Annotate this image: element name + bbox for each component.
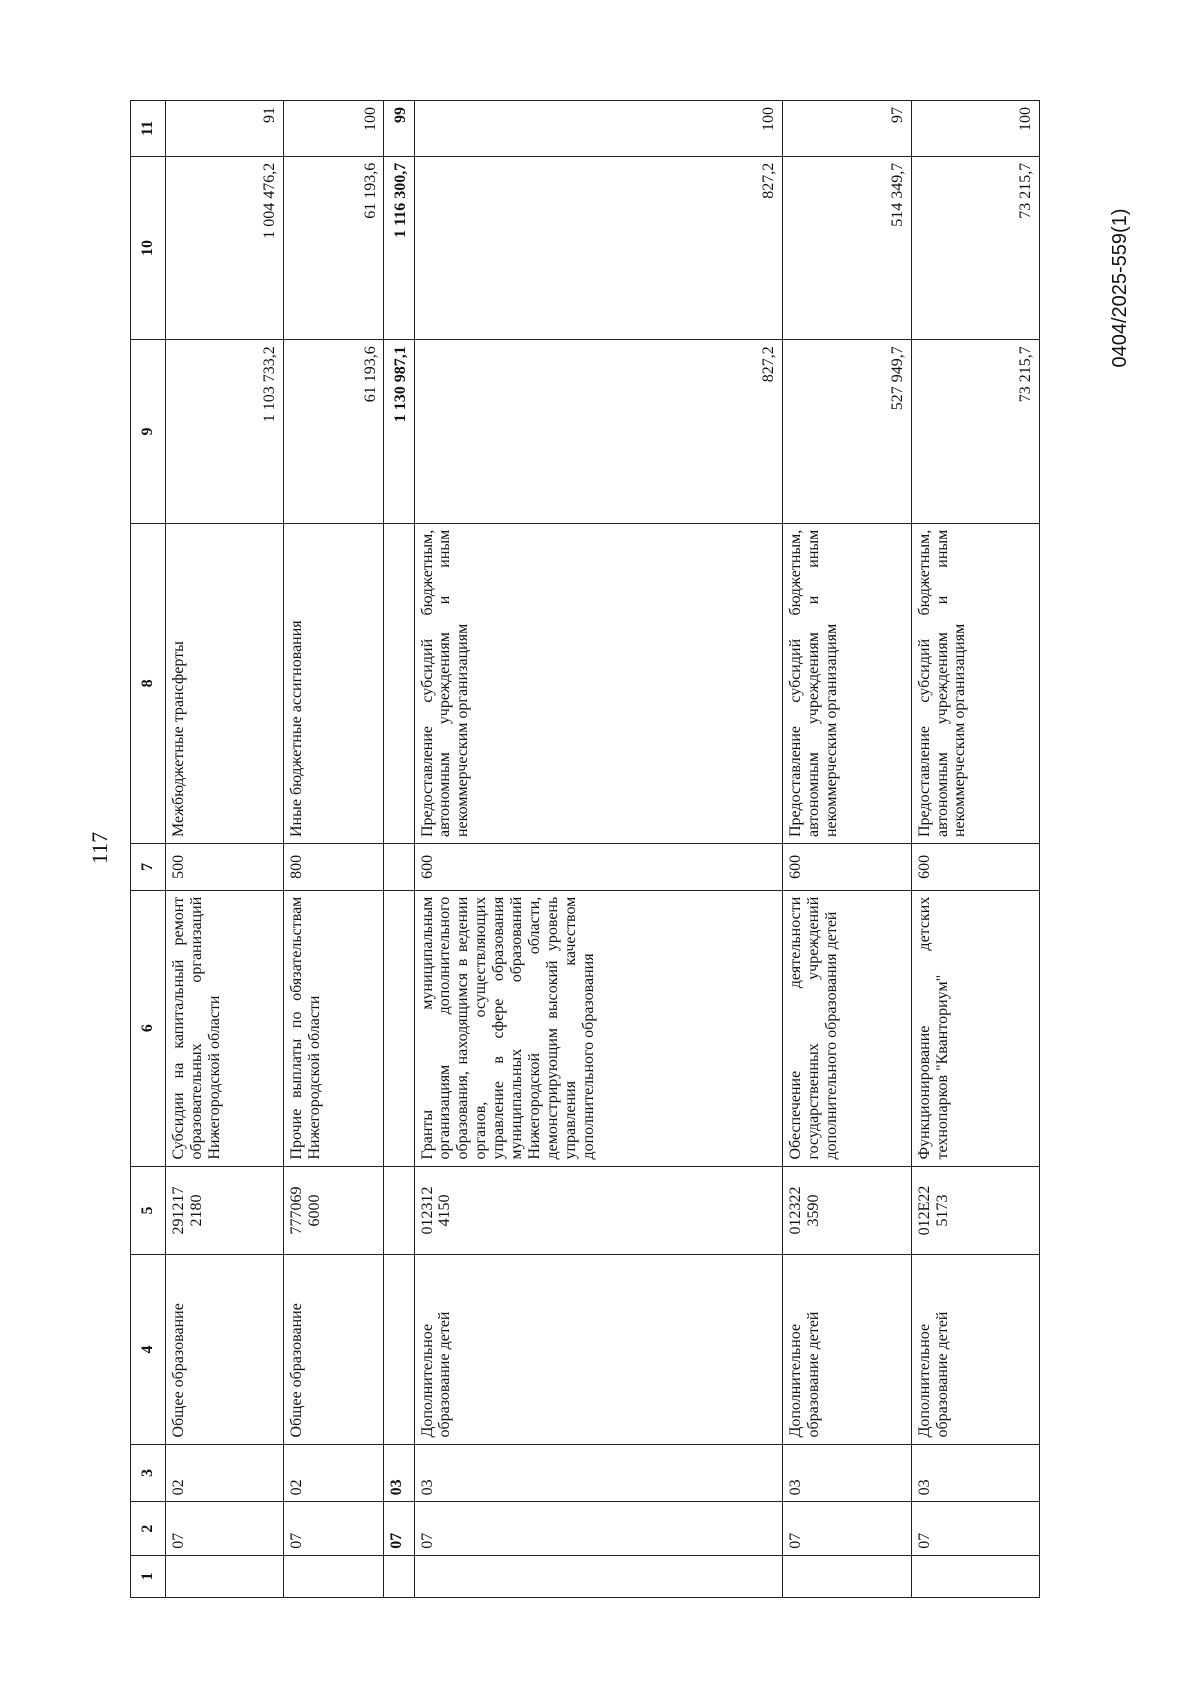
cell-subsection-name: Дополнительное образование детей xyxy=(911,1255,1039,1444)
cell-target-name: Обеспечение деятельности государственных учреждений дополнительного образования детей xyxy=(783,890,911,1166)
cell-planned: 827,2 xyxy=(414,340,783,524)
cell-planned: 1 130 987,1 xyxy=(384,340,414,524)
cell-executed: 1 004 476,2 xyxy=(166,156,284,340)
cell-planned: 61 193,6 xyxy=(284,340,384,524)
cell-executed: 73 215,7 xyxy=(911,156,1039,340)
cell-percent: 100 xyxy=(284,101,384,157)
column-header: 9 xyxy=(131,340,166,524)
cell-expense-type-name: Иные бюджетные ассигнования xyxy=(284,523,384,843)
cell-expense-type: 600 xyxy=(414,844,783,891)
cell-expense-type-name: Предоставление субсидий бюджетным, автономным учреждениям и иным некоммерческим организациям xyxy=(783,523,911,843)
cell-target-name xyxy=(384,890,414,1166)
cell-subsection-name: Дополнительное образование детей xyxy=(783,1255,911,1444)
cell-section: 07 xyxy=(783,1502,911,1555)
cell-subsection: 02 xyxy=(166,1444,284,1502)
table-row xyxy=(166,101,284,1598)
column-header: 10 xyxy=(131,156,166,340)
table-row-subtotal xyxy=(384,101,414,1598)
cell-expense-type-name: Предоставление субсидий бюджетным, автономным учреждениям и иным некоммерческим организациям xyxy=(911,523,1039,843)
cell-target-name: Прочие выплаты по обязательствам Нижегородской области xyxy=(284,890,384,1166)
budget-table xyxy=(130,100,1040,1598)
cell-expense-type: 600 xyxy=(911,844,1039,891)
column-header: 3 xyxy=(131,1444,166,1502)
cell-section: 07 xyxy=(166,1502,284,1555)
cell-subsection: 02 xyxy=(284,1444,384,1502)
cell-planned: 73 215,7 xyxy=(911,340,1039,524)
cell-subsection: 03 xyxy=(911,1444,1039,1502)
cell-expense-type: 500 xyxy=(166,844,284,891)
cell-subsection-name: Общее образование xyxy=(284,1255,384,1444)
cell-target-name: Функционирование детских технопарков "Кванториум" xyxy=(911,890,1039,1166)
cell-expense-type-name: Предоставление субсидий бюджетным, автономным учреждениям и иным некоммерческим организациям xyxy=(414,523,783,843)
cell-subsection-name xyxy=(384,1255,414,1444)
cell-target-code: 777069 6000 xyxy=(284,1166,384,1255)
cell-percent: 97 xyxy=(783,101,911,157)
column-header: 6 xyxy=(131,890,166,1166)
cell-percent: 99 xyxy=(384,101,414,157)
cell-expense-type xyxy=(384,844,414,891)
cell-percent: 100 xyxy=(911,101,1039,157)
budget-table-rotated xyxy=(130,100,1040,1598)
cell-expense-type-name: Межбюджетные трансферты xyxy=(166,523,284,843)
cell-c1 xyxy=(284,1555,384,1597)
cell-target-code: 291217 2180 xyxy=(166,1166,284,1255)
table-row xyxy=(911,101,1039,1598)
column-header: 5 xyxy=(131,1166,166,1255)
cell-c1 xyxy=(166,1555,284,1597)
document-code: 0404/2025-559(1) xyxy=(1109,208,1131,368)
cell-section: 07 xyxy=(384,1502,414,1555)
cell-expense-type-name xyxy=(384,523,414,843)
cell-target-code: 012322 3590 xyxy=(783,1166,911,1255)
cell-subsection-name: Общее образование xyxy=(166,1255,284,1444)
cell-target-code: 012312 4150 xyxy=(414,1166,783,1255)
table-row xyxy=(284,101,384,1598)
cell-subsection-name: Дополнительное образование детей xyxy=(414,1255,783,1444)
cell-expense-type: 800 xyxy=(284,844,384,891)
table-row xyxy=(783,101,911,1598)
table-row xyxy=(414,101,783,1598)
cell-section: 07 xyxy=(414,1502,783,1555)
cell-c1 xyxy=(384,1555,414,1597)
cell-target-name: Субсидии на капитальный ремонт образовательных организаций Нижегородской области xyxy=(166,890,284,1166)
header-row xyxy=(131,101,166,1598)
cell-subsection: 03 xyxy=(384,1444,414,1502)
cell-percent: 100 xyxy=(414,101,783,157)
cell-executed: 61 193,6 xyxy=(284,156,384,340)
column-header: 11 xyxy=(131,101,166,157)
cell-section: 07 xyxy=(284,1502,384,1555)
cell-target-code xyxy=(384,1166,414,1255)
cell-subsection: 03 xyxy=(414,1444,783,1502)
cell-executed: 514 349,7 xyxy=(783,156,911,340)
cell-executed: 827,2 xyxy=(414,156,783,340)
cell-c1 xyxy=(783,1555,911,1597)
column-header: 7 xyxy=(131,844,166,891)
cell-subsection: 03 xyxy=(783,1444,911,1502)
column-header: 1 xyxy=(131,1555,166,1597)
cell-c1 xyxy=(414,1555,783,1597)
cell-target-code: 012E22 5173 xyxy=(911,1166,1039,1255)
cell-target-name: Гранты муниципальным организациям дополнительного образования, находящимся в ведении органов, осуществляющих управление в сфере образования муниципальных образований Нижегородской области, демонстрирующим высокий уровень управления качеством дополнительного образования xyxy=(414,890,783,1166)
cell-percent: 91 xyxy=(166,101,284,157)
cell-planned: 527 949,7 xyxy=(783,340,911,524)
cell-planned: 1 103 733,2 xyxy=(166,340,284,524)
cell-expense-type: 600 xyxy=(783,844,911,891)
cell-executed: 1 116 300,7 xyxy=(384,156,414,340)
column-header: 8 xyxy=(131,523,166,843)
column-header: 2 xyxy=(131,1502,166,1555)
cell-section: 07 xyxy=(911,1502,1039,1555)
page-number: 117 xyxy=(87,831,112,865)
column-header: 4 xyxy=(131,1255,166,1444)
cell-c1 xyxy=(911,1555,1039,1597)
